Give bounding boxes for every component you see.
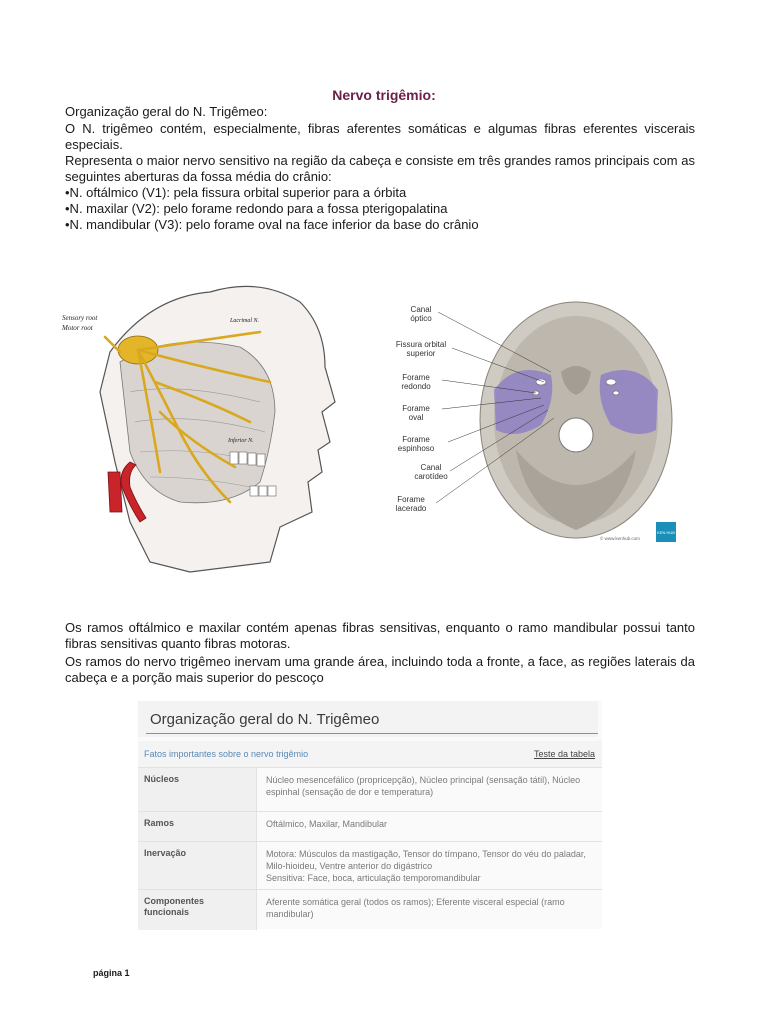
table-row	[138, 841, 602, 890]
label-espinhoso-1: Forame	[402, 435, 430, 444]
bullet-v3: •N. mandibular (V3): pelo forame oval na face inferior da base do crânio	[65, 217, 479, 232]
table-row	[138, 889, 602, 930]
skull-base-illustration	[376, 290, 676, 545]
row-label: Inervação	[144, 848, 187, 858]
label-carotideo-1: Canal	[420, 463, 442, 472]
row-value-sensitiva: Sensitiva: Face, boca, articulação temporomandibular	[266, 873, 481, 883]
label-fissura-1: Fissura orbital	[395, 340, 447, 349]
card-title: Organização geral do N. Trigêmeo	[150, 711, 380, 728]
label-fissura-2: superior	[406, 349, 436, 358]
intro-paragraph-1: O N. trigêmeo contém, especialmente, fibras aferentes somáticas e algumas fibras eferentes viscerais especiais.	[65, 121, 695, 152]
row-value: Oftálmico, Maxilar, Mandibular	[266, 819, 388, 829]
card-divider	[146, 733, 598, 734]
kenhub-credit: © www.kenhub.com	[600, 536, 640, 541]
row-label: Ramos	[144, 818, 175, 828]
label-lacrimal: Lacrimal N.	[230, 318, 260, 324]
label-carotideo-2: carotídeo	[414, 472, 448, 481]
bullet-v1: •N. oftálmico (V1): pela fissura orbital superior para a órbita	[65, 185, 407, 200]
trigeminal-head-illustration	[60, 272, 345, 582]
summary-table-card	[138, 701, 602, 929]
label-sensory-root: Sensory root	[62, 314, 98, 322]
label-redondo-1: Forame	[402, 373, 430, 382]
branches-paragraph: Os ramos oftálmico e maxilar contém apenas fibras sensitivas, enquanto o ramo mandibular possui tanto fibras sensitivas quanto fibras motoras.	[65, 620, 695, 651]
label-lacerado-1: Forame	[397, 495, 425, 504]
intro-heading: Organização geral do N. Trigêmeo:	[65, 104, 268, 119]
row-value: Núcleo mesencefálico (propricepção), Núcleo principal (sensação tátil), Núcleo espinhal (sensação de dor e temperatura)	[266, 775, 581, 797]
page-title: Nervo trigêmio:	[332, 87, 436, 103]
kenhub-logo-text: KEN HUB	[657, 530, 675, 535]
table-row	[138, 767, 602, 812]
table-subtitle-link[interactable]: Fatos importantes sobre o nervo trigêmio	[144, 749, 309, 759]
label-inferior: Inferior N.	[228, 438, 254, 444]
bullet-v2: •N. maxilar (V2): pelo forame redondo para a fossa pterigopalatina	[65, 201, 448, 216]
page-number: página 1	[93, 968, 130, 978]
label-redondo-2: redondo	[401, 382, 431, 391]
label-canal-optico-1: Canal	[410, 305, 432, 314]
table-test-link[interactable]: Teste da tabela	[534, 749, 596, 759]
label-lacerado-2: lacerado	[395, 504, 427, 513]
innervation-paragraph: Os ramos do nervo trigêmeo inervam uma grande área, incluindo toda a fronte, a face, as regiões laterais da cabeça e a porção mais superior do pescoço	[65, 654, 695, 685]
row-label: Núcleos	[144, 774, 180, 784]
row-value: Aferente somática geral (todos os ramos); Eferente visceral especial (ramo mandibular)	[266, 897, 565, 919]
table-row	[138, 811, 602, 842]
label-oval-2: oval	[408, 413, 424, 422]
label-canal-optico-2: óptico	[410, 314, 432, 323]
label-motor-root: Motor root	[62, 324, 93, 332]
label-oval-1: Forame	[402, 404, 430, 413]
intro-paragraph-2: Representa o maior nervo sensitivo na região da cabeça e consiste em três grandes ramos principais com as seguintes aberturas da fossa média do crânio:	[65, 153, 695, 184]
label-espinhoso-2: espinhoso	[397, 444, 435, 453]
row-label: Componentes funcionais	[144, 896, 205, 917]
row-value-motor: Motora: Músculos da mastigação, Tensor do tímpano, Tensor do véu do paladar, Milo-hioideu, Ventre anterior do digástrico	[266, 849, 586, 871]
